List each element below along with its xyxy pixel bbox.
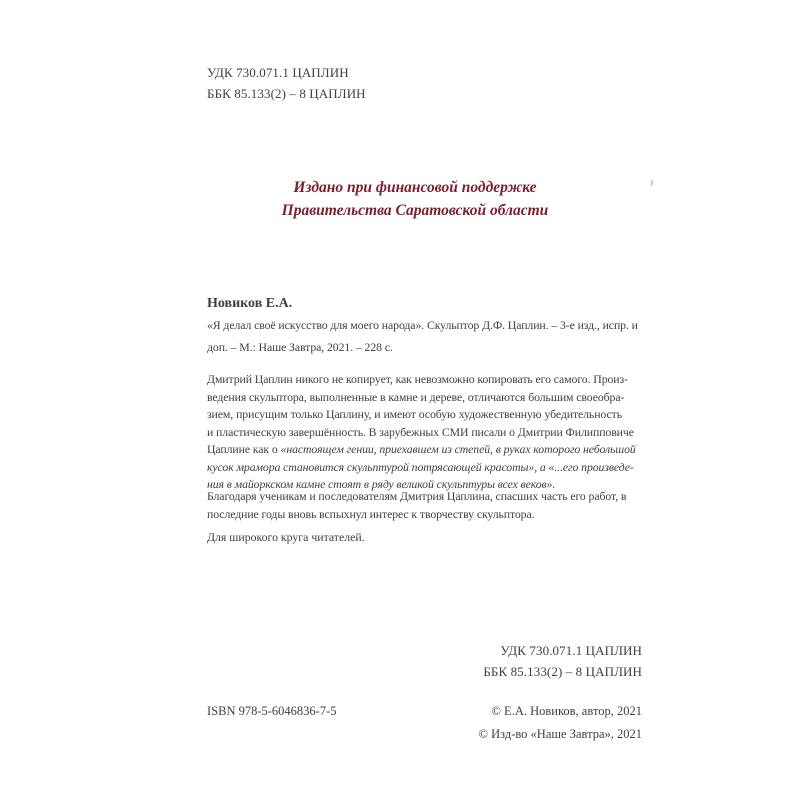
text-run: зием, присущим только Цаплину, и имеют особую художественную убедительность	[207, 407, 622, 421]
followers-paragraph	[207, 488, 627, 523]
text-run-italic: «настоящем гении, приехавшем из степей, в руках которого небольшой	[280, 442, 636, 456]
udk-bbk-block-top	[207, 62, 366, 104]
bbk-line: ББК 85.133(2) – 8 ЦАПЛИН	[483, 664, 642, 679]
text-run: ведения скульптора, выполненные в камне и дереве, отличаются большим своеобра-	[207, 389, 625, 404]
annotation-line	[207, 406, 622, 424]
annotation-line	[207, 371, 628, 389]
copyright-author-line: © Е.А. Новиков, автор, 2021	[491, 704, 642, 718]
sponsor-note	[205, 176, 625, 222]
udk-line: УДК 730.071.1 ЦАПЛИН	[207, 65, 349, 80]
scan-speck	[650, 180, 653, 186]
followers-line: Благодаря ученикам и последователям Дмитрия Цаплина, спасших часть его работ, в	[207, 489, 627, 503]
annotation-line	[207, 441, 636, 459]
udk-line: УДК 730.071.1 ЦАПЛИН	[500, 643, 642, 658]
text-run-italic: ния в майоркском камне стоят в ряду великой скульптуры всех веков».	[207, 477, 556, 491]
text-run: и пластическую завершённость. В зарубежных СМИ писали о Дмитрии Филипповиче	[207, 424, 634, 439]
copyright-publisher-line: © Изд-во «Наше Завтра», 2021	[478, 726, 642, 741]
text-run: Цаплине как о	[207, 442, 281, 456]
sponsor-note-line: Издано при финансовой поддержке	[293, 179, 537, 196]
author-name: Новиков Е.А.	[207, 296, 293, 311]
text-run: Дмитрий Цаплин никого не копирует, как невозможно копировать его самого. Произ-	[207, 372, 628, 386]
bbk-line: ББК 85.133(2) – 8 ЦАПЛИН	[207, 86, 366, 101]
isbn: ISBN 978-5-6046836-7-5	[207, 704, 337, 718]
bibliographic-record	[207, 315, 638, 358]
bibliographic-line: доп. – М.: Наше Завтра, 2021. – 228 с.	[207, 339, 393, 354]
bibliographic-line: «Я делал своё искусство для моего народа». Скульптор Д.Ф. Цаплин. – 3-е изд., испр. и	[207, 318, 638, 332]
udk-bbk-block-bottom	[483, 640, 642, 682]
text-run-italic: кусок мрамора становится скульптурой потрясающей красоты», а «...его произведе-	[207, 459, 634, 474]
followers-line: последние годы вновь вспыхнул интерес к творчеству скульптора.	[207, 506, 535, 521]
annotation-paragraph	[207, 371, 636, 494]
audience-note: Для широкого круга читателей.	[207, 530, 365, 544]
sponsor-note-line: Правительства Саратовской области	[281, 202, 549, 219]
annotation-line	[207, 459, 634, 477]
annotation-line	[207, 389, 625, 407]
copyright-block	[478, 700, 642, 745]
annotation-line	[207, 424, 634, 442]
